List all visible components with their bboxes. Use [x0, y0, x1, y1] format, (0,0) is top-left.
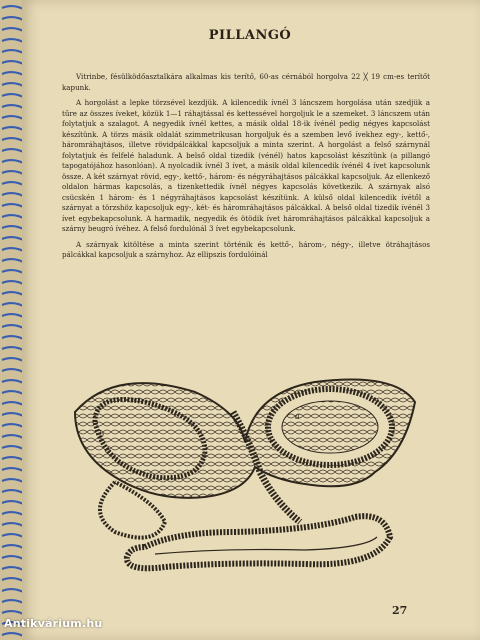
figure-label-b: b	[99, 430, 105, 439]
lace-pattern-drawing	[55, 372, 435, 580]
paragraph-instructions: A horgolást a lepke törzsével kezdjük. A kilencedik ívnél 3 láncszem horgolása után szedjük a tűre az összes íveket, közük 1—1 ráhajtással és kettessével horgoljuk le a szemeket. 3 láncszem után folytatjuk a szalagot. A negyedik ívnél kettes, a másik oldal 18-ik ívénél pedig négyes kapcsolást készítünk. A törzs másik oldalát szimmetrikusan horgoljuk és a szemben levő ívekhez egy-, kettő-, háromráhajtásos, illetve rövidpálcákkal kapcsoljuk a minta szerint. A horgolást a felső szárnynál folytatjuk és felfelé haladunk. A belső oldal tizedik (vénél) hatos kapcsolást készítünk (a pillangó tapogatójához hasonlóan). A nyolcadik ívnél 3 ívet, a másik oldal kilencedik ívénél 4 ívet kapcsolunk össze. A két szárnyat rövid, egy-, kettő-, három- és négyráhajtásos pálcákkal kapcsoljuk. Az ellenkező oldalon hármas kapcsolás, a tizenkettedik ívnél négyes kapcsolás következik. A szárnyak alsó csücskén 1 három- és 1 négyráhajtásos kapcsolást készítünk. A külső oldal kilencedik ívétől a szárnyat a törzshöz kapcsoljuk egy-, két- és háromráhajtásos pálcákkal. A belső oldal tizedik ívénél 3 ívet egybekapcsolunk. A harmadik, negyedik és ötödik ívet háromráhajtásos pálcákkal kapcsoljuk a szárny beugró ívéhez. A felső fordulónál 3 ívet egybekapcsolunk.	[62, 98, 430, 233]
paragraph-intro: Vitrinbe, fésülködőasztalkára alkalmas kis terítő, 60-as cérnából horgolva 22 ╳ 19 cm-es terítőt kapunk.	[62, 72, 430, 92]
butterfly-lace-pattern-figure	[55, 372, 435, 580]
watermark: Antikvárium.hu	[4, 617, 103, 630]
page-title: PILLANGÓ	[208, 28, 292, 43]
bottom-ribbon	[127, 516, 390, 568]
figure-label-c: c	[105, 446, 110, 455]
figure-label-a: a	[295, 412, 300, 421]
page-number: 27	[392, 604, 408, 617]
body-text	[62, 72, 430, 266]
paragraph-wings: A szárnyak kitöltése a minta szerint történik és kettő-, három-, négy-, illetve ötráhajtásos pálcákkal kapcsoljuk a szárnyhoz. Az ellipszis fordulóinál	[62, 239, 430, 259]
